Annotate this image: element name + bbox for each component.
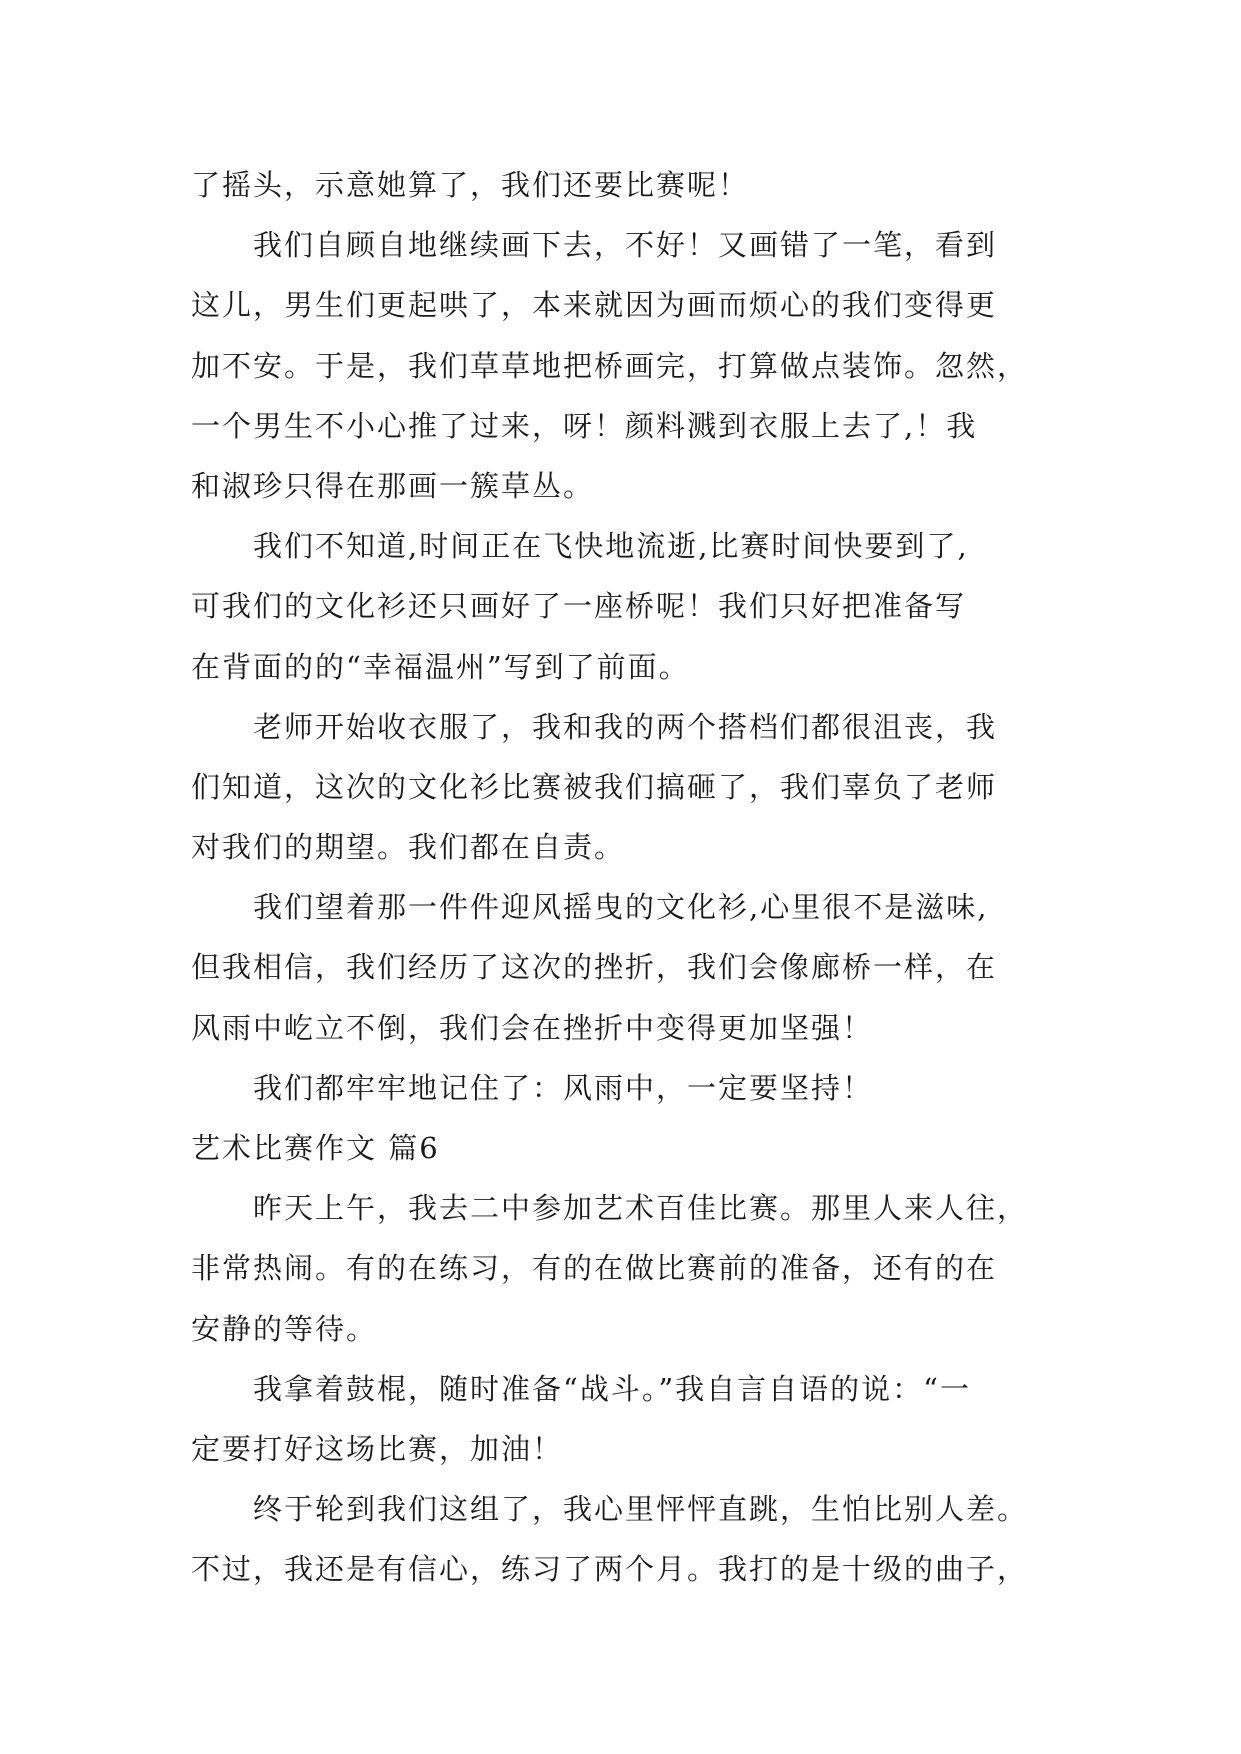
paragraph-line: 我们自顾自地继续画下去，不好！又画错了一笔，看到 [253, 228, 998, 263]
paragraph-line: 了摇头，示意她算了，我们还要比赛呢！ [191, 168, 750, 202]
paragraph-line: 终于轮到我们这组了，我心里怦怦直跳，生怕比别人差。 [253, 1492, 1029, 1527]
paragraph-line: 可我们的文化衫还只画好了一座桥呢！我们只好把准备写 [191, 589, 967, 624]
paragraph-line: 我们望着那一件件迎风摇曳的文化衫,心里很不是滋味, [253, 890, 989, 925]
paragraph-line: 我们不知道,时间正在飞快地流逝,比赛时间快要到了, [253, 529, 969, 564]
section-heading: 艺术比赛作文 篇6 [191, 1131, 440, 1165]
paragraph-line: 这儿，男生们更起哄了，本来就因为画而烦心的我们变得更 [191, 288, 998, 323]
paragraph-line: 我们都牢牢地记住了：风雨中，一定要坚持！ [253, 1070, 874, 1105]
paragraph-line: 老师开始收衣服了，我和我的两个搭档们都很沮丧，我 [253, 709, 998, 744]
document-page [191, 155, 1051, 1600]
paragraph-line: 昨天上午，我去二中参加艺术百佳比赛。那里人来人往， [253, 1191, 1029, 1226]
paragraph-line: 安静的等待。 [191, 1311, 378, 1346]
paragraph-line: 我拿着鼓棍，随时准备“战斗。”我自言自语的说：“一 [253, 1371, 971, 1406]
paragraph-line: 定要打好这场比赛，加油！ [191, 1431, 564, 1466]
paragraph-line: 们知道，这次的文化衫比赛被我们搞砸了，我们辜负了老师 [191, 769, 998, 804]
paragraph-line: 对我们的期望。我们都在自责。 [191, 830, 626, 865]
paragraph-line: 在背面的的“幸福温州”写到了前面。 [191, 649, 690, 684]
paragraph-line: 非常热闹。有的在练习，有的在做比赛前的准备，还有的在 [191, 1251, 998, 1286]
paragraph-line: 不过，我还是有信心，练习了两个月。我打的是十级的曲子， [191, 1552, 1029, 1587]
paragraph-line: 但我相信，我们经历了这次的挫折，我们会像廊桥一样，在 [191, 950, 998, 985]
paragraph-line: 和淑珍只得在那画一簇草丛。 [191, 468, 595, 503]
paragraph-line: 一个男生不小心推了过来，呀！颜料溅到衣服上去了,！我 [191, 408, 978, 443]
paragraph-line: 风雨中屹立不倒，我们会在挫折中变得更加坚强！ [191, 1010, 874, 1045]
paragraph-line: 加不安。于是，我们草草地把桥画完，打算做点装饰。忽然， [191, 348, 1029, 383]
